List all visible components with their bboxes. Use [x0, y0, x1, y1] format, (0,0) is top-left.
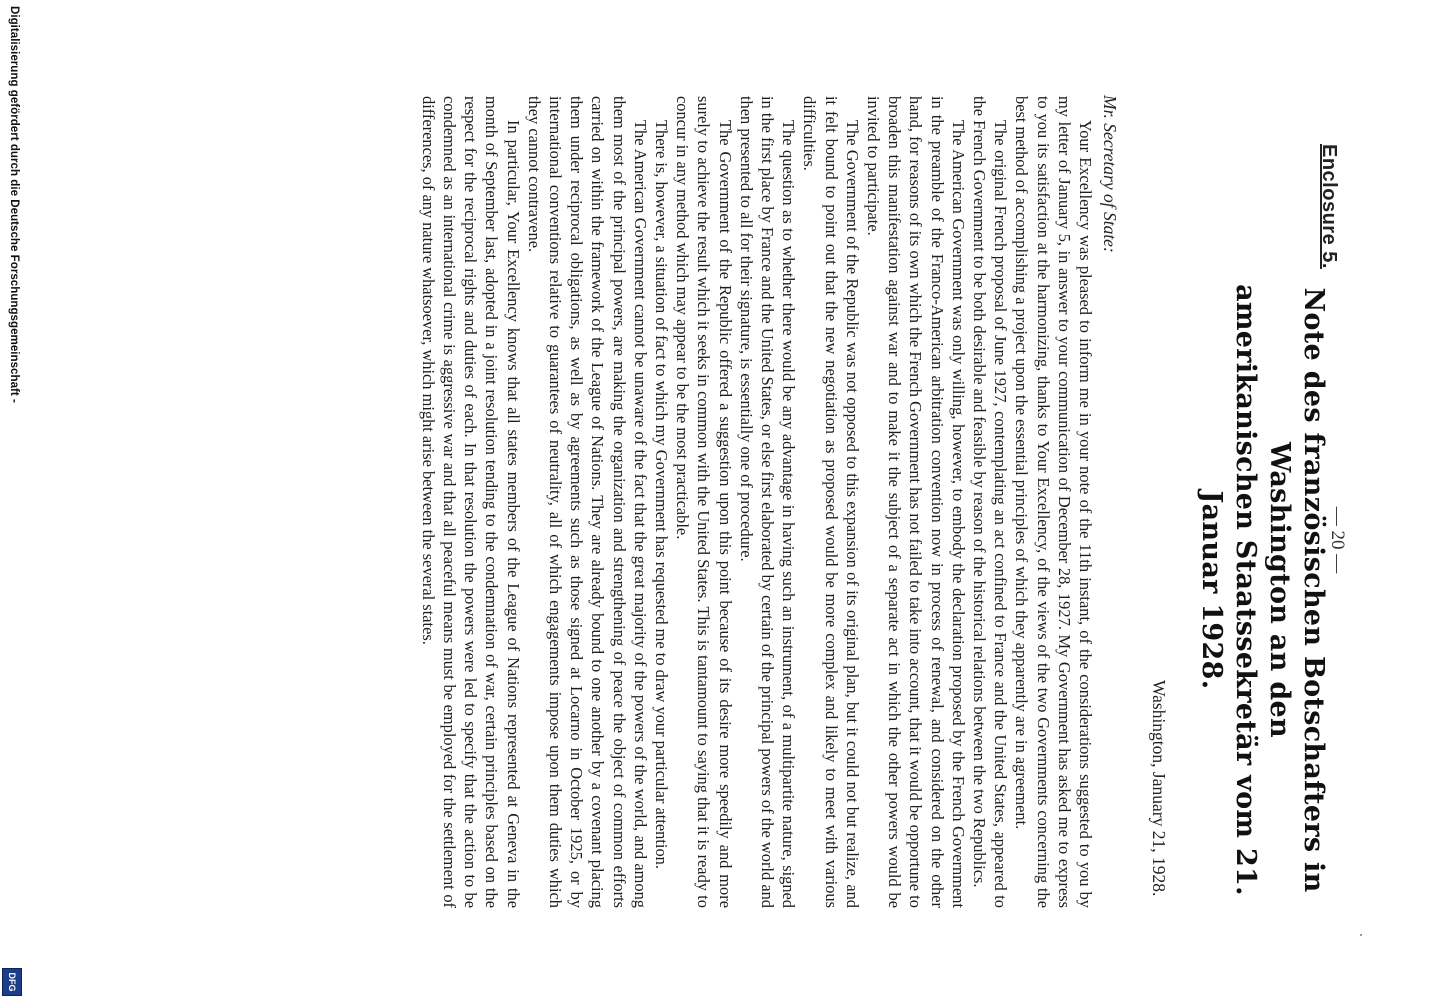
paragraph: Your Excellency was pleased to inform me in your note of the 11th instant, of the considerations suggested to you by my letter of January 5, in answer to your communication of December 28, 1927. My Government has asked me to express to you its satisfaction at the harmonizing, thanks to Your Excellency, of the views of the two Governments concerning the best method of accomplishing a project upon the essential principles of which they apparently are in agreement.: [1012, 96, 1095, 908]
dateline: Washington, January 21, 1928.: [1149, 680, 1169, 897]
footer-credit: Digitalisierung gefördert durch die Deutsche Forschungsgemeinschaft -: [8, 6, 21, 403]
letter-body: [418, 96, 1097, 908]
paragraph: There is, however, a situation of fact to which my Government has requested me to draw your particular attention.: [651, 120, 671, 869]
paragraph: The original French proposal of June 1927, contemplating an act confined to France and the United States, appeared to the French Government to be both desirable and feasible by reason of the historical relations between the two Republics.: [969, 96, 1011, 908]
page-number: — 20 —: [1327, 506, 1348, 574]
paragraph: The American Government was only willing, however, to embody the declaration proposed by the French Government in the preamble of the Franco-American arbitration convention now in process of renewal, and considered on the other hand, for reasons of its own which the French Government has not failed to take into account, that it would be opportune to broaden this manifestation against war and to make it the subject of a separate act in which the other powers would be invited to participate.: [863, 96, 968, 908]
document-title: [1194, 230, 1330, 950]
scan-speck: [1360, 934, 1362, 936]
enclosure-label: Enclosure 5.: [1318, 144, 1340, 269]
paragraph: The Government of the Republic offered a suggestion upon this point because of its desire more speedily and more surely to achieve the result which it seeks in common with the United States. This is tantamount to saying that it is ready to concur in any method which may appear to be the most practicable.: [673, 96, 735, 908]
title-line-1: Note des französischen Botschafters in Washington an den: [1264, 287, 1329, 893]
salutation: Mr. Secretary of State:: [1100, 95, 1120, 253]
paragraph: In particular, Your Excellency knows that all states members of the League of Nations represented at Geneva in the month of September last, adopted in a joint resolution tending to the condemnation of war, certain principles based on the respect for the reciprocal rights and duties of each. In that resolution the powers were led to specify that the action to be condemned as an international crime is aggressive war and that all peaceful means must be employed for the settlement of differences, of any nature whatsoever, which might arise between the several states.: [418, 96, 523, 908]
dfg-logo-icon: DFG: [2, 968, 22, 996]
paragraph: The American Government cannot be unaware of the fact that the great majority of the powers of the world, and among them most of the principal powers, are making the organization and strengthening of peace the object of common efforts carried on within the framework of the League of Nations. They are already bound to one another by a covenant placing them under reciprocal obligations, as well as by agreements such as those signed at Locarno in October 1925, or by international conventions relative to guarantees of neutrality, all of which engagements impose upon them duties which they cannot contravene.: [524, 96, 650, 908]
title-line-2: amerikanischen Staatssekretär vom 21. Januar 1928.: [1196, 284, 1261, 896]
paragraph: The question as to whether there would be any advantage in having such an instrument, of a multipartite nature, signed in the first place by France and the United States, or else first elaborated by certain of the principal powers of the world and then presented to all for their signature, is essentially one of procedure.: [736, 96, 799, 908]
paragraph: The Government of the Republic was not opposed to this expansion of its original plan, but it could not but realize, and it felt bound to point out that the new negotiation as proposed would be more complex and likely to meet with various difficulties.: [800, 96, 862, 908]
digitization-footer: [0, 0, 24, 1000]
